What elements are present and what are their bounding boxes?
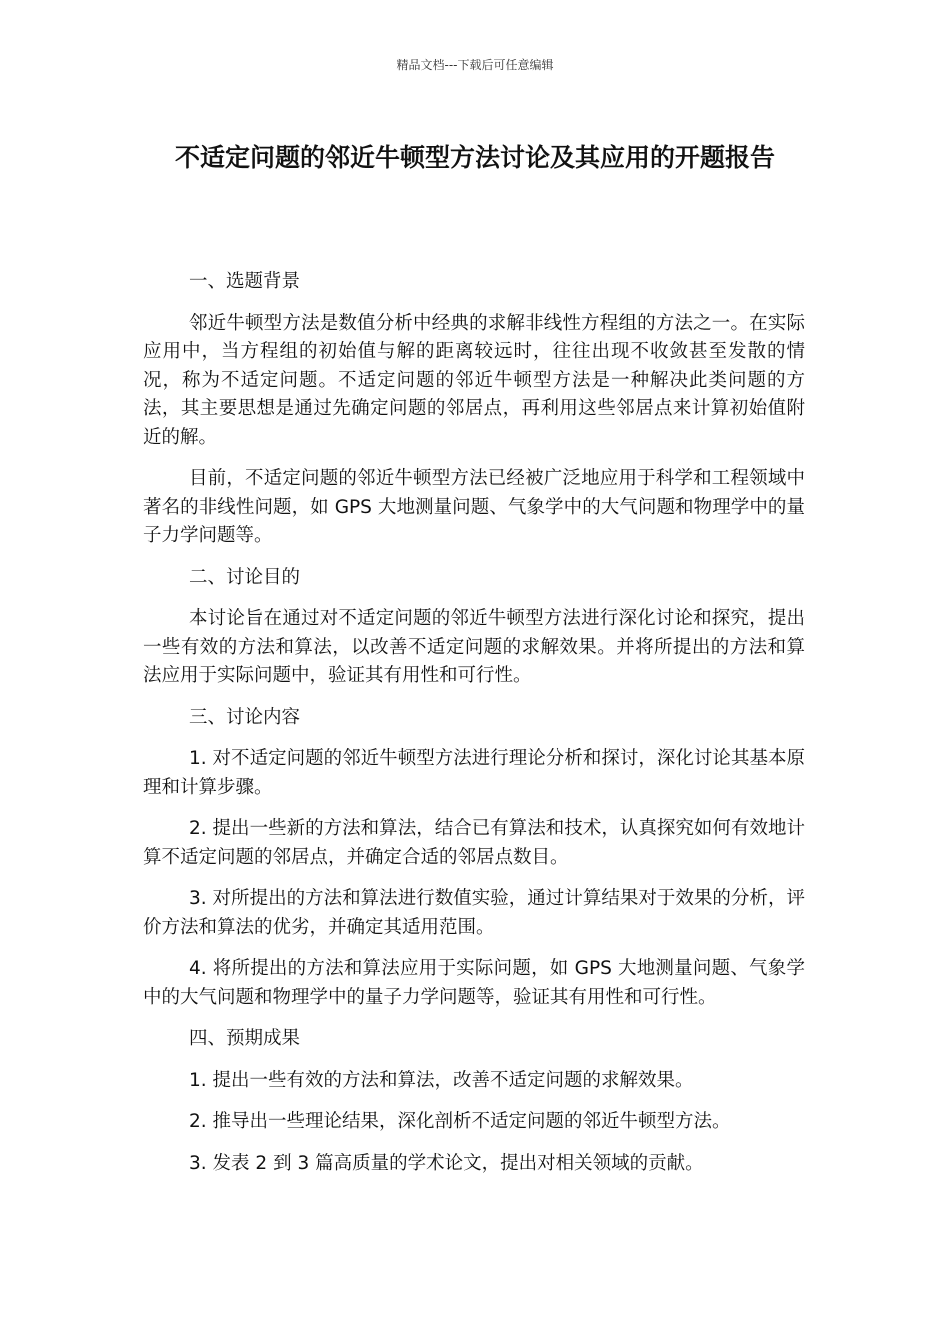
paragraph: 目前，不适定问题的邻近牛顿型方法已经被广泛地应用于科学和工程领域中著名的非线性问题，如 GPS 大地测量问题、气象学中的大气问题和物理学中的量子力学问题等。 <box>143 468 805 546</box>
list-item: 2. 提出一些新的方法和算法，结合已有算法和技术，认真探究如何有效地计算不适定问题的邻居点，并确定合适的邻居点数目。 <box>143 818 805 868</box>
list-item: 4. 将所提出的方法和算法应用于实际问题，如 GPS 大地测量问题、气象学中的大气问题和物理学中的量子力学问题等，验证其有用性和可行性。 <box>143 958 805 1008</box>
page-header-watermark: 精品文档---下载后可任意编辑 <box>396 58 554 72</box>
list-item: 1. 对不适定问题的邻近牛顿型方法进行理论分析和探讨，深化讨论其基本原理和计算步骤。 <box>143 748 805 798</box>
paragraph: 邻近牛顿型方法是数值分析中经典的求解非线性方程组的方法之一。在实际应用中，当方程组的初始值与解的距离较远时，往往出现不收敛甚至发散的情况，称为不适定问题。不适定问题的邻近牛顿型方法是一种解决此类问题的方法，其主要思想是通过先确定问题的邻居点，再利用这些邻居点来计算初始值附近的解。 <box>143 312 805 448</box>
document-body <box>143 268 805 1191</box>
list-item: 3. 发表 2 到 3 篇高质量的学术论文，提出对相关领域的贡献。 <box>189 1152 704 1174</box>
list-item: 1. 提出一些有效的方法和算法，改善不适定问题的求解效果。 <box>189 1069 694 1091</box>
list-item: 2. 推导出一些理论结果，深化剖析不适定问题的邻近牛顿型方法。 <box>189 1111 731 1132</box>
paragraph: 本讨论旨在通过对不适定问题的邻近牛顿型方法进行深化讨论和探究，提出一些有效的方法和算法，以改善不适定问题的求解效果。并将所提出的方法和算法应用于实际问题中，验证其有用性和可行性。 <box>143 608 805 686</box>
list-item: 3. 对所提出的方法和算法进行数值实验，通过计算结果对于效果的分析，评价方法和算法的优劣，并确定其适用范围。 <box>143 888 805 938</box>
section-heading-background: 一、选题背景 <box>189 271 301 292</box>
section-heading-purpose: 二、讨论目的 <box>189 566 301 588</box>
section-heading-content: 三、讨论内容 <box>189 706 301 728</box>
section-heading-outcomes: 四、预期成果 <box>189 1028 301 1049</box>
document-title: 不适定问题的邻近牛顿型方法讨论及其应用的开题报告 <box>174 143 775 172</box>
